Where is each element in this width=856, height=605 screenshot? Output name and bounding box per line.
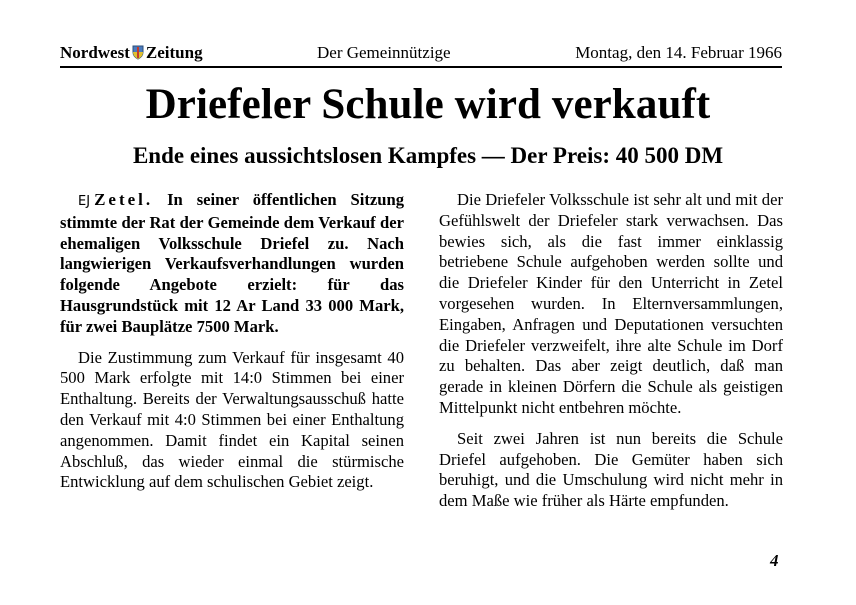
lead-text: In seiner öffentlichen Sitzung stimmte der Rat der Gemeinde dem Verkauf der ehemaligen Volksschule Driefel zu. Nach langwierigen Verkaufsverhandlungen wurden folgende Angebote erzielt: für das Hausgrundstück mit 12 Ar Land 33 000 Mark, für zwei Bauplätze 7500 Mark. (60, 190, 404, 336)
headline: Driefeler Schule wird verkauft (145, 81, 711, 128)
masthead (60, 42, 782, 68)
newspaper-name (60, 43, 203, 65)
lead-paragraph (60, 190, 404, 338)
subheadline: Ende eines aussichtslosen Kampfes — Der Preis: 40 500 DM (132, 143, 724, 168)
body-paragraph: Die Zustimmung zum Verkauf für insgesamt 40 500 Mark erfolgte mit 14:0 Stimmen bei einer Enthaltung. Bereits der Verwaltungsausschuß hatte den Verkauf mit 4:0 Stimmen bei einer Enthaltung angenommen. Damit findet ein Kapital seinen Abschluß, das wieder einmal die stürmische Entwicklung auf dem schulischen Gebiet zeigt. (60, 347, 404, 492)
body-paragraph: Die Driefeler Volksschule ist sehr alt und mit der Gefühlswelt der Driefeler stark verwachsen. Das bewies sich, als die fast immer einklassig betriebene Schule aufgehoben werden sollte und die Driefeler Kinder für den Unterricht in Zetel vorgesehen wurden. In Elternversammlungen, Eingaben, Anfragen und Deputationen versuchten die Driefeler verzweifelt, ihre alte Schule im Dorf zu behalten. Das aber zeigt deutlich, daß man gerade in kleinen Dörfern die Schule als geistigen Mittelpunkt nicht entbehren möchte. (439, 190, 783, 417)
article-column-left (60, 190, 404, 503)
coat-of-arms-icon (132, 45, 144, 65)
author-initials: EJ (78, 194, 91, 209)
body-paragraph: Seit zwei Jahren ist nun bereits die Schule Driefel aufgehoben. Die Gemüter haben sich beruhigt, und die Umschulung wird nicht mehr in dem Maße wie früher als Härte empfunden. (439, 428, 783, 511)
article-column-right (439, 190, 783, 522)
newspaper-name-part1: Nordwest (60, 43, 130, 62)
issue-date: Montag, den 14. Februar 1966 (575, 43, 782, 62)
dateline: Zetel. (94, 190, 154, 209)
newspaper-name-part2: Zeitung (145, 43, 203, 62)
page-number: 4 (770, 551, 779, 570)
section-name: Der Gemeinnützige (317, 43, 451, 62)
